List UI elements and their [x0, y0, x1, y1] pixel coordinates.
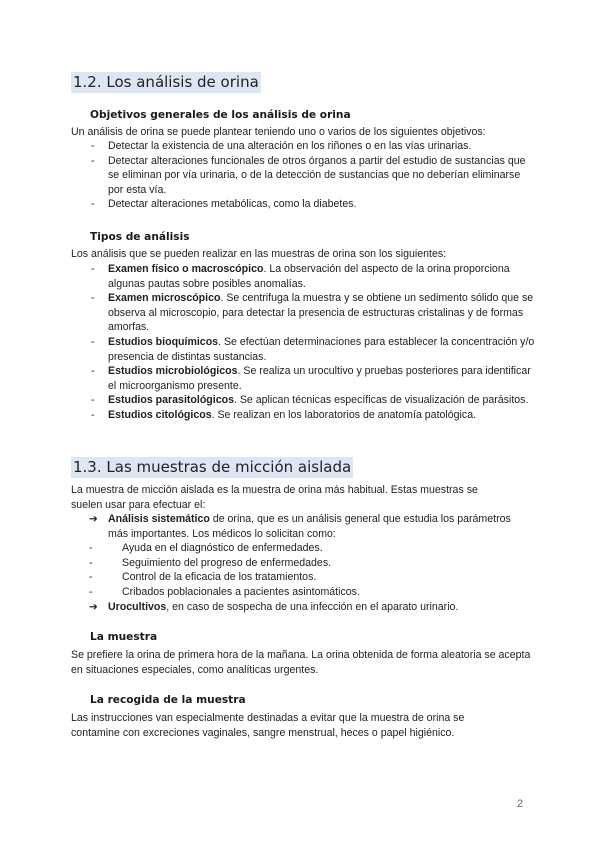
subheading-objetivos: Objetivos generales de los análisis de orina	[90, 109, 351, 121]
list-item: - Examen físico o macroscópico. La observación del aspecto de la orina proporciona algunas pautas sobre posibles anomalías.	[91, 263, 510, 290]
muestra-text: Se prefiere la orina de primera hora de la mañana. La orina obtenida de forma aleatoria se acepta en situaciones especiales, como analíticas urgentes.	[71, 649, 531, 676]
recogida-text: Las instrucciones van especialmente destinadas a evitar que la muestra de orina se contamine con excreciones vaginales, sangre menstrual, heces o papel higiénico.	[71, 712, 465, 739]
list-item: - Seguimiento del progreso de enfermedades.	[89, 556, 332, 569]
arrow-icon: ➔	[89, 513, 98, 525]
list-item: - Cribados poblacionales a pacientes asintomáticos.	[89, 585, 360, 598]
tipos-intro: Los análisis que se pueden realizar en las muestras de orina son los siguientes:	[71, 248, 447, 260]
list-item: ➔ Urocultivos, en caso de sospecha de una infección en el aparato urinario.	[89, 600, 459, 613]
list-item: - Examen microscópico. Se centrifuga la muestra y se obtiene un sedimento sólido que se observa al microscopio, para detectar la presencia de estructuras cristalinas y de formas amorfas.	[91, 292, 534, 334]
list-item: - Estudios bioquímicos. Se efectúan determinaciones para establecer la concentración y/o presencia de distintas sustancias.	[91, 335, 535, 363]
page-number: 2	[517, 798, 524, 810]
section-heading-miccion: 1.3. Las muestras de micción aislada	[73, 458, 352, 476]
list-item: - Estudios parasitológicos. Se aplican técnicas específicas de visualización de parásitos.	[91, 394, 529, 407]
list-item: - Detectar alteraciones metabólicas, como la diabetes.	[91, 198, 357, 211]
subheading-muestra: La muestra	[90, 631, 158, 643]
uses-sublist	[71, 541, 528, 599]
list-item: - Detectar la existencia de una alteración en los riñones o en las vías urinarias.	[91, 140, 472, 152]
miccion-intro: La muestra de micción aislada es la muestra de orina más habitual. Estas muestras se suelen usar para efectuar el:	[71, 484, 478, 511]
arrow-icon: ➔	[89, 600, 98, 613]
subheading-recogida: La recogida de la muestra	[90, 694, 246, 706]
tipos-list	[71, 262, 541, 423]
miccion-list	[71, 512, 541, 614]
list-item: - Control de la eficacia de los tratamientos.	[89, 571, 317, 584]
section-heading-analisis: 1.2. Los análisis de orina	[73, 73, 259, 91]
list-item: ➔ Análisis sistemático de orina, que es un análisis general que estudia los parámetros más importantes. Los médicos lo solicitan como: - Ayuda en el diagnóstico de enfermedades. - Seguimiento del progreso de enfermedades. - Control de la eficacia de los tratamientos. - Cribados poblacionales a pacientes asintomáticos.	[71, 512, 528, 600]
list-item: - Estudios citológicos. Se realizan en los laboratorios de anatomía patológica.	[91, 408, 477, 421]
list-item: - Estudios microbiológicos. Se realiza un urocultivo y pruebas posteriores para identificar el microorganismo presente.	[91, 365, 531, 392]
subheading-tipos: Tipos de análisis	[90, 231, 190, 243]
objetivos-intro: Un análisis de orina se puede plantear teniendo uno o varios de los siguientes objetivos:	[71, 126, 486, 138]
list-item: - Detectar alteraciones funcionales de otros órganos a partir del estudio de sustancias que se eliminan por vía urinaria, o de la detección de sustancias que no deberían eliminarse por esta vía.	[91, 154, 526, 196]
objetivos-list	[71, 139, 531, 212]
list-item: - Ayuda en el diagnóstico de enfermedades.	[89, 542, 323, 555]
